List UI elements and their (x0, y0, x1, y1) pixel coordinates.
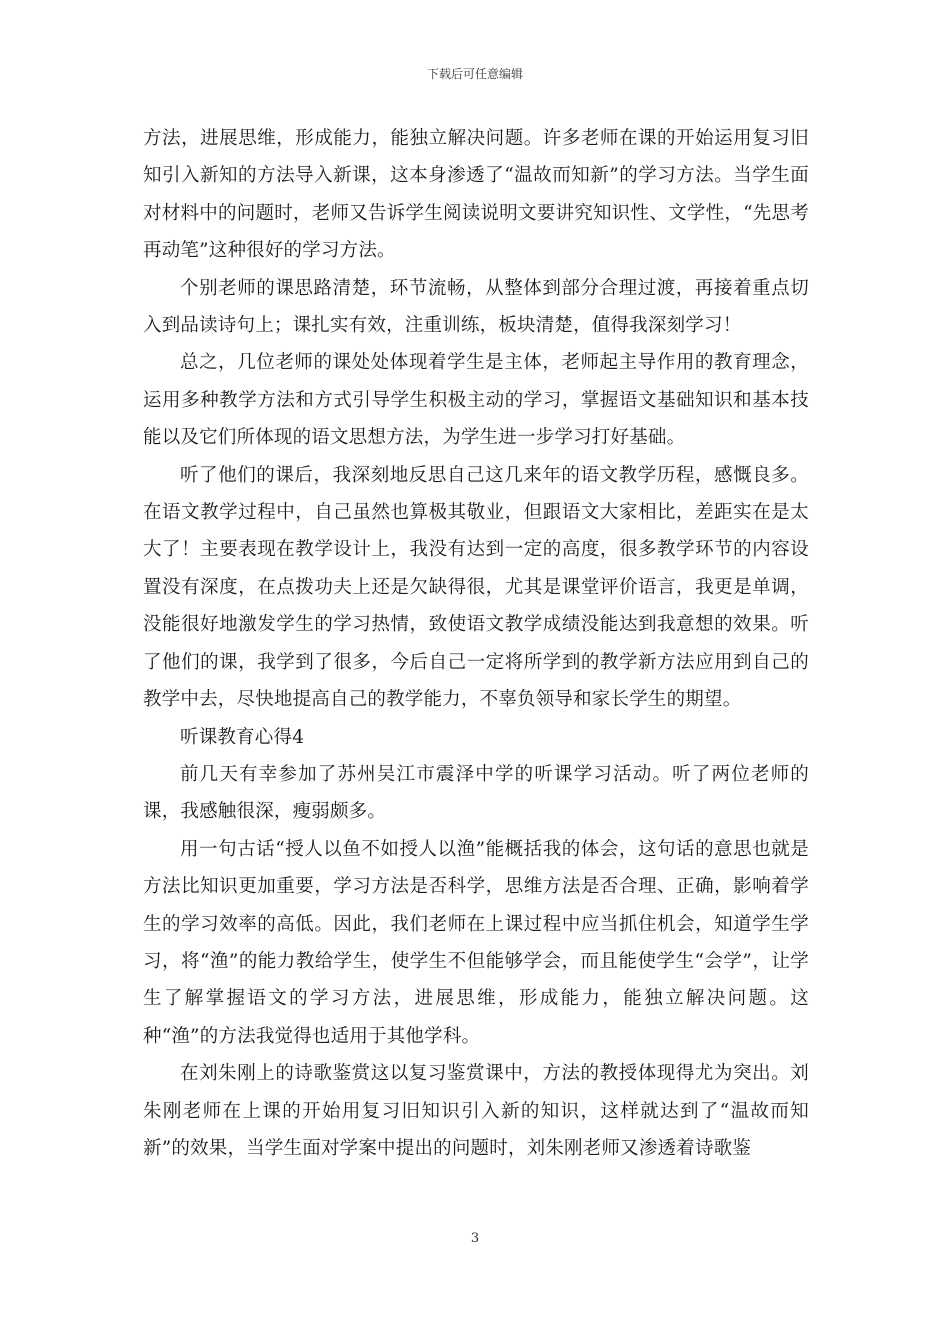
document-body (143, 120, 809, 1167)
paragraph: 在刘朱刚上的诗歌鉴赏这以复习鉴赏课中，方法的教授体现得尤为突出。刘朱刚老师在上课的开始用复习旧知识引入新的知识，这样就达到了“温故而知新”的效果，当学生面对学案中提出的问题时，刘朱刚老师又渗透着诗歌鉴 (143, 1063, 809, 1159)
paragraph: 方法，进展思维，形成能力，能独立解决问题。许多老师在课的开始运用复习旧知引入新知的方法导入新课，这本身渗透了“温故而知新”的学习方法。当学生面对材料中的问题时，老师又告诉学生阅读说明文要讲究知识性、文学性，“先思考再动笔”这种很好的学习方法。 (143, 128, 809, 262)
page-number: 3 (470, 1231, 480, 1246)
paragraph: 听了他们的课后，我深刻地反思自己这几来年的语文教学历程，感慨良多。在语文教学过程中，自己虽然也算极其敬业，但跟语文大家相比，差距实在是太大了！主要表现在教学设计上，我没有达到一定的高度，很多教学环节的内容设置没有深度，在点拨功夫上还是欠缺得很，尤其是课堂评价语言，我更是单调，没能很好地激发学生的学习热情，致使语文教学成绩没能达到我意想的效果。听了他们的课，我学到了很多，今后自己一定将所学到的教学新方法应用到自己的教学中去，尽快地提高自己的教学能力，不辜负领导和家长学生的期望。 (143, 464, 809, 711)
section-heading: 听课教育心得4 (180, 726, 305, 748)
page-header: 下载后可任意编辑 (426, 67, 523, 81)
paragraph: 前几天有幸参加了苏州吴江市震泽中学的听课学习活动。听了两位老师的课，我感触很深，瘦弱颇多。 (143, 763, 809, 823)
paragraph: 总之，几位老师的课处处体现着学生是主体，老师起主导作用的教育理念，运用多种教学方法和方式引导学生积极主动的学习，掌握语文基础知识和基本技能以及它们所体现的语文思想方法，为学生进一步学习打好基础。 (143, 352, 809, 449)
paragraph: 个别老师的课思路清楚，环节流畅，从整体到部分合理过渡，再接着重点切入到品读诗句上；课扎实有效，注重训练，板块清楚，值得我深刻学习！ (143, 277, 809, 337)
paragraph: 用一句古话“授人以鱼不如授人以渔”能概括我的体会，这句话的意思也就是方法比知识更加重要，学习方法是否科学，思维方法是否合理、正确，影响着学生的学习效率的高低。因此，我们老师在上课过程中应当抓住机会，知道学生学习，将“渔”的能力教给学生，使学生不但能够学会，而且能使学生“会学”，让学生了解掌握语文的学习方法，进展思维，形成能力，能独立解决问题。这种“渔”的方法我觉得也适用于其他学科。 (143, 838, 809, 1047)
